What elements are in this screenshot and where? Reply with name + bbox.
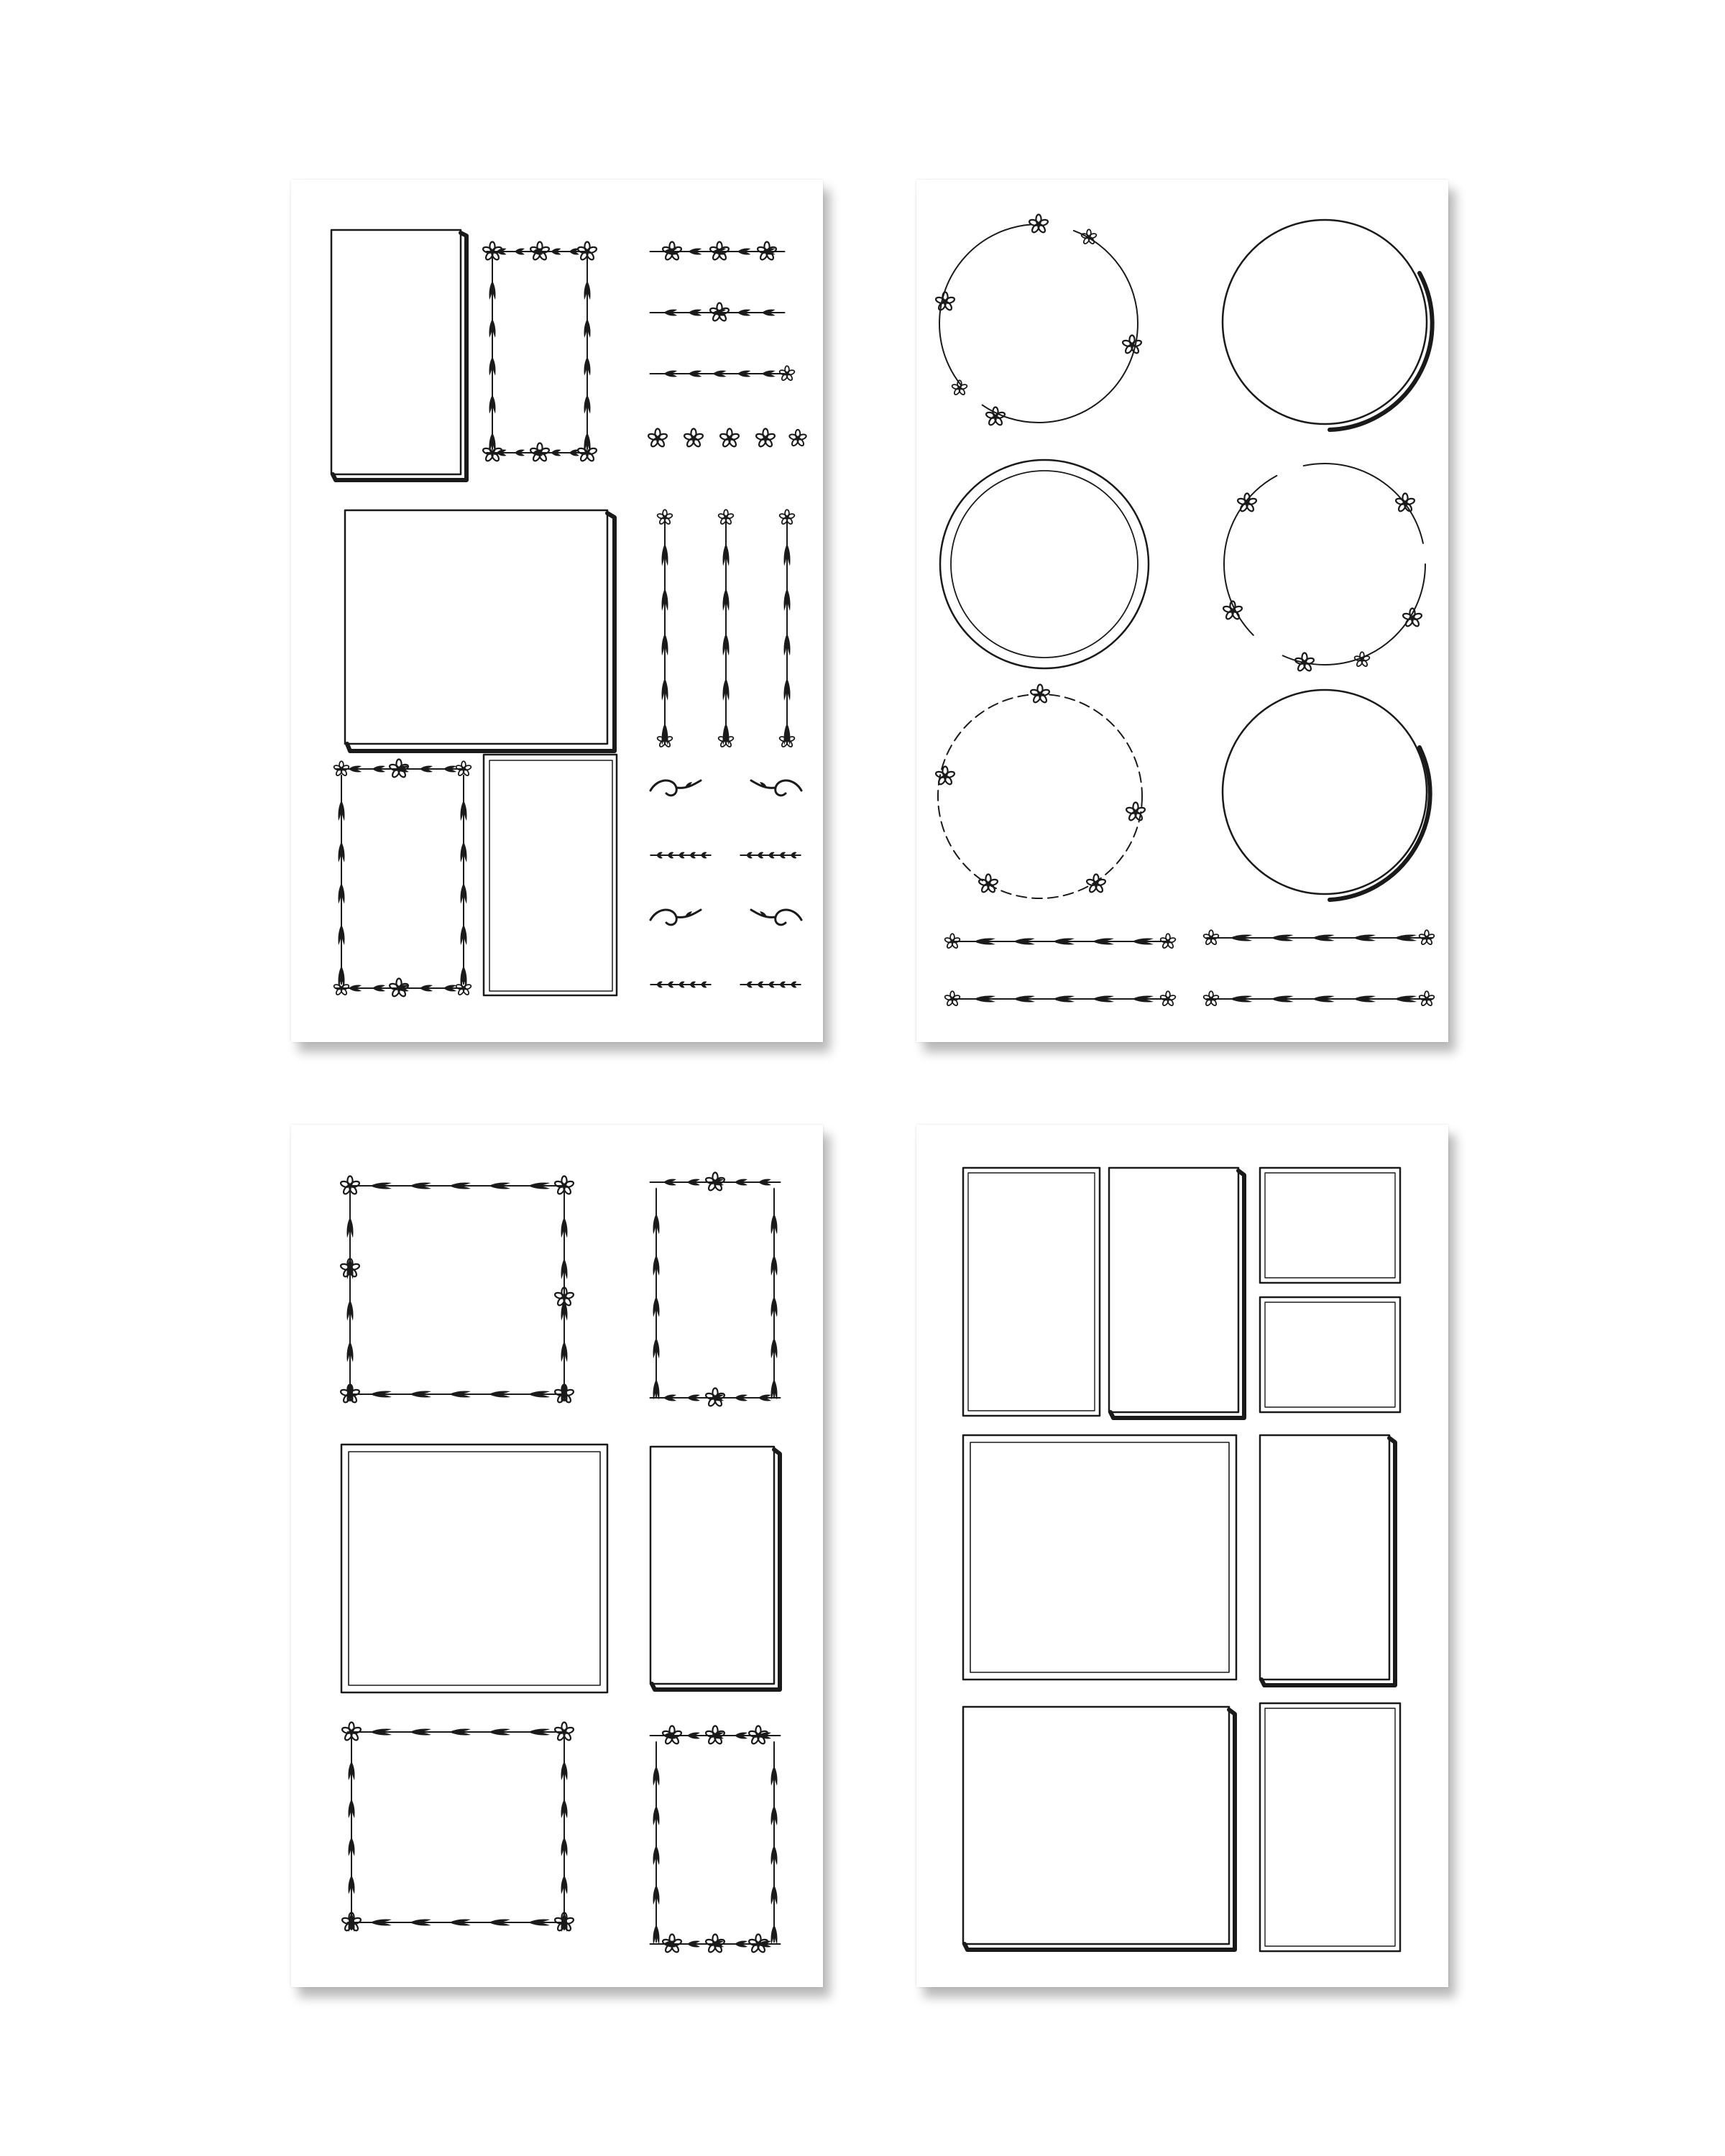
floral-small-frame <box>334 760 472 998</box>
flourish-set <box>650 780 801 988</box>
flower-row-4 <box>648 429 807 448</box>
floral-large-frame <box>340 1176 574 1404</box>
shadow-large-frame <box>963 1707 1235 1950</box>
floral-border-row-1 <box>650 242 784 262</box>
double-small-square-2 <box>1260 1297 1400 1412</box>
sticker-sheet-circles <box>916 180 1448 1042</box>
sheet-1-artwork <box>291 180 823 1042</box>
plain-tall-frame-2 <box>650 1447 780 1690</box>
shadow-medium-frame <box>1260 1435 1395 1685</box>
plain-tall-frame <box>331 230 466 480</box>
double-line-frame <box>484 755 617 995</box>
floral-tall-frame-2 <box>650 1726 780 1954</box>
floral-wreath-2 <box>1223 464 1425 672</box>
leaf-border-row-3 <box>650 366 795 381</box>
double-small-square-1 <box>1260 1168 1400 1283</box>
plain-circle-shadow-2 <box>1223 690 1430 900</box>
floral-rect-frame <box>482 242 597 463</box>
floral-border-row-2 <box>650 303 784 323</box>
shadow-tall-frame <box>1109 1168 1244 1418</box>
floral-bottom-frame <box>341 1723 574 1932</box>
vertical-sprigs <box>657 510 795 747</box>
double-square-frame <box>341 1445 607 1692</box>
double-circle <box>940 460 1149 668</box>
sheet-3-artwork <box>291 1125 823 1987</box>
sheet-2-artwork <box>916 180 1448 1042</box>
plain-circle-shadow-1 <box>1223 220 1432 430</box>
leaf-borders <box>944 930 1435 1006</box>
sticker-sheet-mixed-frames <box>291 1125 823 1987</box>
sticker-sheet-floral-frames <box>291 180 823 1042</box>
floral-tall-frame <box>650 1173 780 1408</box>
floral-wreath-3 <box>935 685 1146 899</box>
sheet-4-artwork <box>916 1125 1448 1987</box>
sticker-sheet-plain-frames <box>916 1125 1448 1987</box>
double-large-frame <box>963 1435 1236 1680</box>
floral-wreath-1 <box>935 215 1142 427</box>
double-tall-frame-2 <box>1260 1703 1400 1951</box>
plain-large-frame <box>345 510 615 751</box>
double-tall-frame <box>963 1168 1100 1416</box>
